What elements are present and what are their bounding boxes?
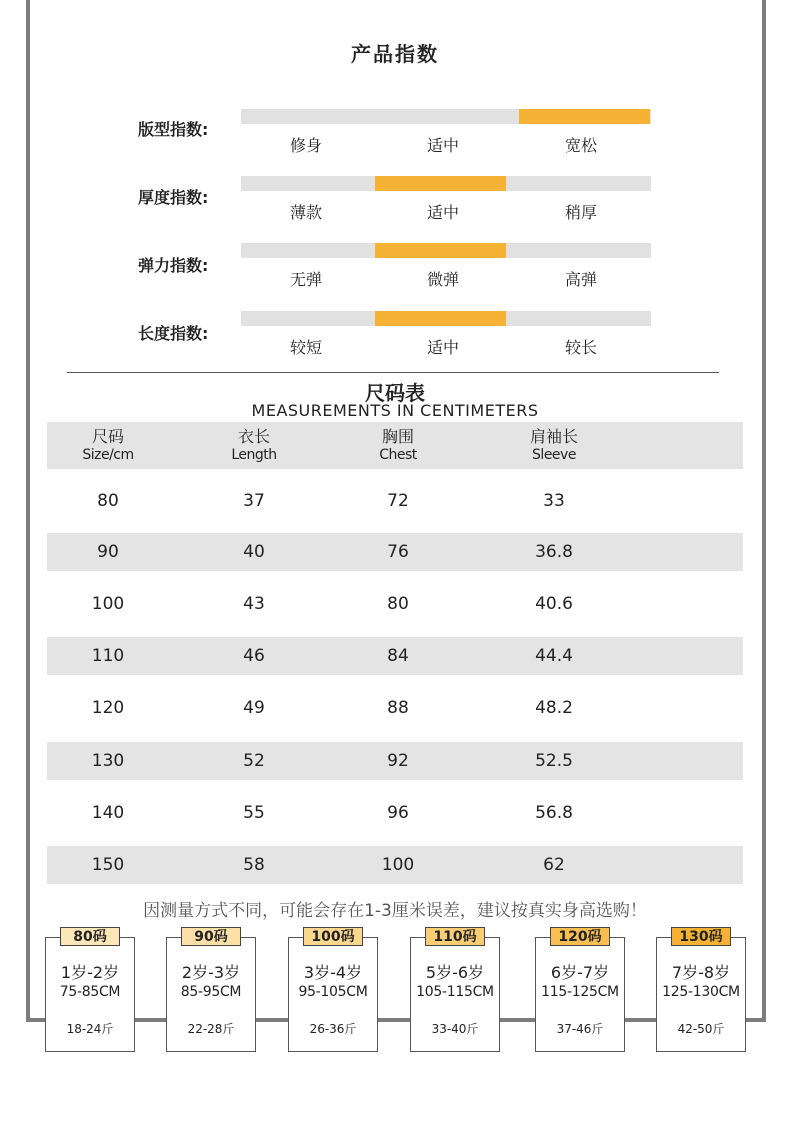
- size-tag-110: 110码: [425, 927, 485, 946]
- fit-index-marker: [519, 109, 650, 124]
- table-row: [47, 689, 743, 727]
- thickness-option-medium: 适中: [426, 203, 459, 222]
- thickness-index-label: 厚度指数:: [138, 188, 209, 207]
- cell-length: 58: [243, 855, 265, 875]
- size-card-120: [535, 937, 625, 1052]
- card-height: 95-105CM: [298, 984, 368, 1000]
- table-row: [47, 794, 743, 832]
- header-length: [194, 428, 314, 464]
- cell-size: 120: [91, 698, 125, 718]
- size-card-130: [656, 937, 746, 1052]
- size-tag-90: 90码: [181, 927, 241, 946]
- cell-sleeve: 40.6: [535, 594, 573, 614]
- cell-sleeve: 48.2: [535, 698, 573, 718]
- size-chart-subtitle: MEASUREMENTS IN CENTIMETERS: [251, 401, 539, 420]
- cell-sleeve: 52.5: [535, 751, 573, 771]
- table-row: [47, 482, 743, 520]
- elasticity-option-high: 高弹: [564, 270, 597, 289]
- cell-chest: 88: [387, 698, 409, 718]
- cell-sleeve: 44.4: [535, 646, 573, 666]
- card-height: 115-125CM: [541, 984, 619, 1000]
- header-sleeve-zh: 肩袖长: [529, 427, 578, 446]
- cell-length: 55: [243, 803, 265, 823]
- header-size: [48, 428, 168, 464]
- thickness-option-thick: 稍厚: [564, 203, 597, 222]
- length-option-regular: 适中: [426, 338, 459, 357]
- cell-length: 40: [243, 542, 265, 562]
- table-row: [47, 846, 743, 884]
- cell-size: 100: [91, 594, 125, 614]
- elasticity-option-slight: 微弹: [426, 270, 459, 289]
- card-age: 2岁-3岁: [181, 963, 241, 982]
- fit-option-regular: 适中: [426, 136, 459, 155]
- card-height: 75-85CM: [59, 984, 121, 1000]
- cell-sleeve: 33: [543, 491, 565, 511]
- table-row: [47, 533, 743, 571]
- cell-chest: 76: [387, 542, 409, 562]
- size-card-90: [166, 937, 256, 1052]
- length-index-bar: [241, 311, 651, 326]
- size-card-80: [45, 937, 135, 1052]
- elasticity-index-bar: [241, 243, 651, 258]
- length-option-long: 较长: [564, 338, 597, 357]
- cell-length: 52: [243, 751, 265, 771]
- table-row: [47, 585, 743, 623]
- header-length-en: Length: [231, 447, 277, 463]
- header-size-en: Size/cm: [82, 447, 134, 463]
- thickness-index-marker: [375, 176, 506, 191]
- card-weight: 18-24斤: [66, 1022, 114, 1036]
- thickness-option-thin: 薄款: [289, 203, 322, 222]
- cell-sleeve: 36.8: [535, 542, 573, 562]
- card-weight: 37-46斤: [556, 1022, 604, 1036]
- cell-size: 80: [97, 491, 119, 511]
- header-size-zh: 尺码: [91, 427, 124, 446]
- card-weight: 26-36斤: [309, 1022, 357, 1036]
- size-tag-80: 80码: [60, 927, 120, 946]
- size-table-header: [47, 422, 743, 469]
- measurement-note: 因测量方式不同，可能会存在1-3厘米误差，建议按真实身高选购！: [143, 901, 647, 921]
- card-age: 1岁-2岁: [60, 963, 120, 982]
- thickness-index-bar: [241, 176, 651, 191]
- cell-chest: 80: [387, 594, 409, 614]
- card-age: 3岁-4岁: [303, 963, 363, 982]
- elasticity-index-label: 弹力指数:: [138, 256, 209, 275]
- elasticity-option-none: 无弹: [289, 270, 322, 289]
- fit-option-loose: 宽松: [564, 136, 597, 155]
- header-chest-en: Chest: [379, 447, 417, 463]
- fit-index-label: 版型指数:: [138, 120, 209, 139]
- cell-size: 130: [91, 751, 125, 771]
- cell-size: 150: [91, 855, 125, 875]
- card-height: 125-130CM: [662, 984, 740, 1000]
- cell-chest: 92: [387, 751, 409, 771]
- card-weight: 33-40斤: [431, 1022, 479, 1036]
- section-divider: [67, 372, 719, 373]
- size-tag-120: 120码: [550, 927, 610, 946]
- size-tag-130: 130码: [671, 927, 731, 946]
- size-chart-title: 尺码表: [365, 381, 425, 405]
- cell-chest: 96: [387, 803, 409, 823]
- fit-option-slim: 修身: [289, 136, 322, 155]
- cell-sleeve: 62: [543, 855, 565, 875]
- cell-size: 110: [91, 646, 125, 666]
- cell-size: 140: [91, 803, 125, 823]
- cell-length: 37: [243, 491, 265, 511]
- card-height: 85-95CM: [180, 984, 242, 1000]
- size-tag-100: 100码: [303, 927, 363, 946]
- header-chest-zh: 胸围: [381, 427, 414, 446]
- cell-chest: 84: [387, 646, 409, 666]
- header-chest: [338, 428, 458, 464]
- cell-chest: 100: [381, 855, 415, 875]
- elasticity-index-marker: [375, 243, 506, 258]
- cell-length: 49: [243, 698, 265, 718]
- card-age: 7岁-8岁: [671, 963, 731, 982]
- card-age: 6岁-7岁: [550, 963, 610, 982]
- cell-size: 90: [97, 542, 119, 562]
- header-length-zh: 衣长: [237, 427, 270, 446]
- card-weight: 42-50斤: [677, 1022, 725, 1036]
- length-option-short: 较短: [289, 338, 322, 357]
- cell-length: 46: [243, 646, 265, 666]
- cell-sleeve: 56.8: [535, 803, 573, 823]
- cell-chest: 72: [387, 491, 409, 511]
- length-index-label: 长度指数:: [138, 324, 209, 343]
- header-sleeve: [494, 428, 614, 464]
- header-sleeve-en: Sleeve: [532, 447, 576, 463]
- table-row: [47, 742, 743, 780]
- table-row: [47, 637, 743, 675]
- cell-length: 43: [243, 594, 265, 614]
- size-card-100: [288, 937, 378, 1052]
- product-index-title: 产品指数: [351, 42, 439, 66]
- card-weight: 22-28斤: [187, 1022, 235, 1036]
- length-index-marker: [375, 311, 506, 326]
- size-card-110: [410, 937, 500, 1052]
- card-height: 105-115CM: [416, 984, 494, 1000]
- fit-index-bar: [241, 109, 651, 124]
- card-age: 5岁-6岁: [425, 963, 485, 982]
